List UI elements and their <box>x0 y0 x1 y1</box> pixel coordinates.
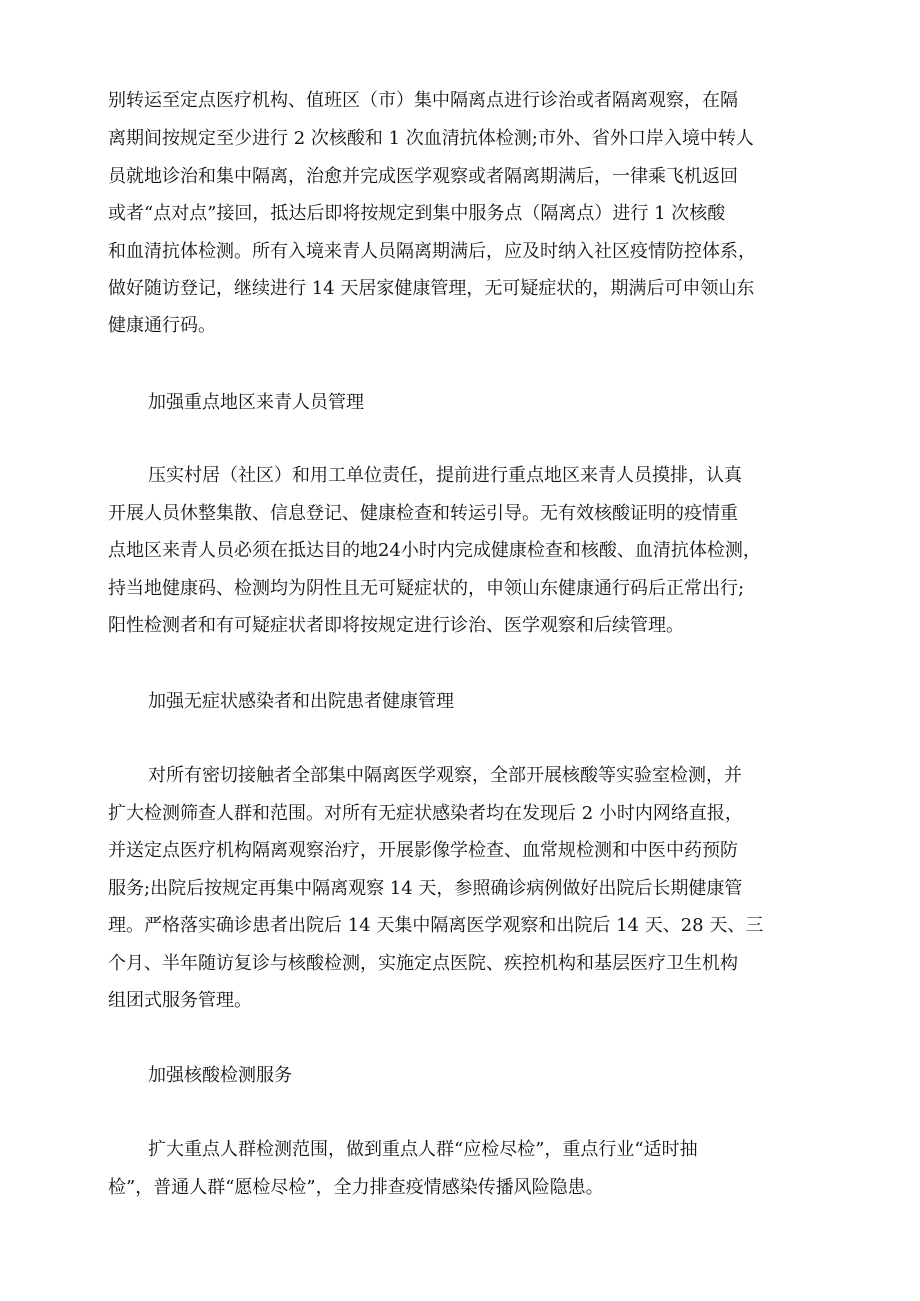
paragraph-line: 开展人员休整集散、信息登记、健康检查和转运引导。无有效核酸证明的疫情重 <box>108 503 738 524</box>
paragraph-line: 组团式服务管理。 <box>108 990 252 1011</box>
paragraph-line: 或者“点对点”接回，抵达后即将按规定到集中服务点（隔离点）进行 1 次核酸 <box>108 203 726 224</box>
paragraph-line: 压实村居（社区）和用工单位责任，提前进行重点地区来青人员摸排，认真 <box>148 465 742 486</box>
paragraph-line: 离期间按规定至少进行 2 次核酸和 1 次血清抗体检测;市外、省外口岸入境中转人 <box>108 128 754 149</box>
section-heading: 加强重点地区来青人员管理 <box>148 392 364 413</box>
paragraph-line: 持当地健康码、检测均为阴性且无可疑症状的，申领山东健康通行码后正常出行; <box>108 578 745 599</box>
paragraph-line: 并送定点医疗机构隔离观察治疗，开展影像学检查、血常规检测和中医中药预防 <box>108 840 738 861</box>
section-heading: 加强无症状感染者和出院患者健康管理 <box>148 691 454 712</box>
paragraph-line: 对所有密切接触者全部集中隔离医学观察，全部开展核酸等实验室检测，并 <box>148 765 742 786</box>
paragraph-line: 员就地诊治和集中隔离，治愈并完成医学观察或者隔离期满后，一律乘飞机返回 <box>108 166 738 187</box>
paragraph-line: 健康通行码。 <box>108 315 216 336</box>
paragraph-line: 扩大检测筛查人群和范围。对所有无症状感染者均在发现后 2 小时内网络直报， <box>108 803 743 824</box>
paragraph-line: 阳性检测者和有可疑症状者即将按规定进行诊治、医学观察和后续管理。 <box>108 615 684 636</box>
section-heading: 加强核酸检测服务 <box>148 1065 292 1086</box>
paragraph-line: 个月、半年随访复诊与核酸检测，实施定点医院、疾控机构和基层医疗卫生机构 <box>108 953 738 974</box>
paragraph-line: 和血清抗体检测。所有入境来青人员隔离期满后，应及时纳入社区疫情防控体系， <box>108 241 756 262</box>
paragraph-line: 别转运至定点医疗机构、值班区（市）集中隔离点进行诊治或者隔离观察，在隔 <box>108 90 738 111</box>
paragraph-line: 理。严格落实确诊患者出院后 14 天集中隔离医学观察和出院后 14 天、28 天、三 <box>108 915 764 936</box>
paragraph-line: 扩大重点人群检测范围，做到重点人群“应检尽检”，重点行业“适时抽 <box>148 1139 698 1160</box>
paragraph-line: 点地区来青人员必须在抵达目的地24小时内完成健康检查和核酸、血清抗体检测， <box>108 540 761 561</box>
paragraph-line: 检”，普通人群“愿检尽检”，全力排查疫情感染传播风险隐患。 <box>108 1177 604 1198</box>
paragraph-line: 做好随访登记，继续进行 14 天居家健康管理，无可疑症状的，期满后可申领山东 <box>108 278 755 299</box>
paragraph-line: 服务;出院后按规定再集中隔离观察 14 天，参照确诊病例做好出院后长期健康管 <box>108 878 743 899</box>
